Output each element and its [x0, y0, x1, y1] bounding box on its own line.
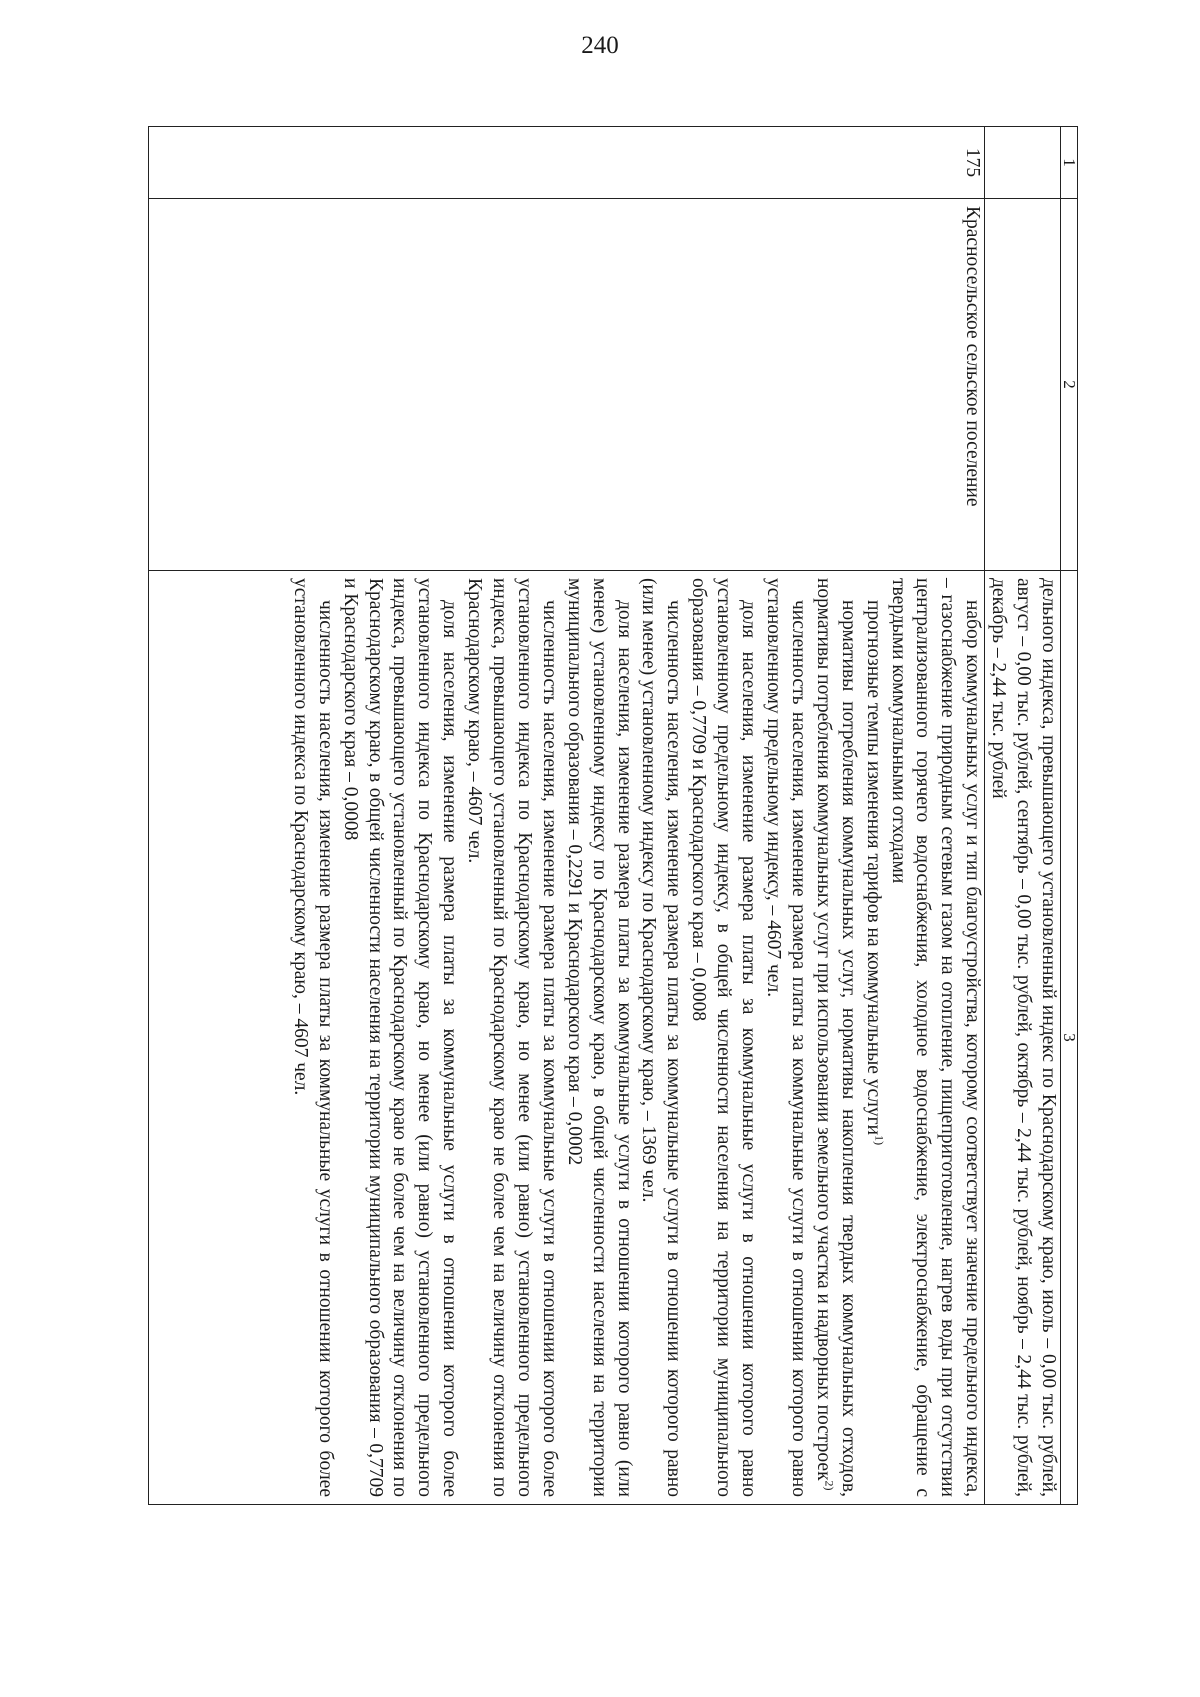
continuation-number-cell [985, 127, 1061, 199]
column-number-3: 3 [1061, 571, 1078, 1505]
paragraph-population-deviation: численность населения, изменение размера платы за коммунальные услуги в отношении которого более установленного индекса по Краснодарскому краю, но менее (или равно) установленного предельного индекса, превышающего установленный по Краснодарскому краю не более чем на величину отклонения по Краснодарскому краю, – 4607 чел. [464, 578, 560, 1497]
row-number: 175 [149, 127, 985, 199]
rotated-table-container [148, 126, 1078, 1504]
settlement-name: Красносельское сельское поселение [149, 199, 985, 571]
paragraph-population-less: численность населения, изменение размера платы за коммунальные услуги в отношении которого равно (или менее) установленному индексу по Краснодарскому краю, – 1369 чел. [638, 578, 685, 1497]
paragraph-services-set: набор коммунальных услуг и тип благоустройства, которому соответствует значение предельного индекса, – газоснабжение природным сетевым газом на отопление, пищеприготовление, нагрев воды при отсутствии централизованного горячего водоснабжения, холодное водоснабжение, электроснабжение, обращение с твердыми коммунальными отходами [887, 578, 984, 1497]
continuation-text: дельного индекса, превышающего установленный индекс по Краснодарскому краю, июль – 0,00 тыс. рублей, август – 0,00 тыс. рублей, сентябрь – 0,00 тыс. рублей, октябрь – 2,44 тыс. рублей, ноябрь – 2,44 тыс. рублей, декабрь – 2,44 тыс. рублей [988, 578, 1059, 1497]
data-table [148, 126, 1078, 1505]
page-number: 240 [581, 32, 619, 59]
continuation-row [985, 127, 1061, 1505]
table-row [149, 127, 985, 1505]
paragraph-share-less: доля населения, изменение размера платы за коммунальные услуги в отношении которого равно (или менее) установленному индексу по Краснодарскому краю, в общей численности населения на территории муниципального образования – 0,2291 и Краснодарского края – 0,0002 [563, 578, 635, 1497]
column-number-2: 2 [1061, 199, 1078, 571]
table-header-row [1061, 127, 1078, 1505]
paragraph-population-equal: численность населения, изменение размера платы за коммунальные услуги в отношении которого равно установленному предельному индексу, – 4607 чел. [763, 578, 809, 1497]
paragraph-population-more: численность населения, изменение размера платы за коммунальные услуги в отношении которого более установленного индекса по Краснодарскому краю, – 4607 чел. [289, 578, 336, 1497]
column-number-1: 1 [1061, 127, 1078, 199]
paragraph-share-deviation: доля населения, изменение размера платы за коммунальные услуги в отношении которого более установленного индекса по Краснодарскому краю, но менее (или равно) установленного предельного индекса, превышающего установленный по Краснодарскому краю не более чем на величину отклонения по Краснодарскому краю, в общей численности населения на территории муниципального образования – 0,7709 и Краснодарского края – 0,0008 [339, 578, 461, 1497]
footnote-mark: 1) [872, 1135, 887, 1146]
paragraph-share-equal: доля населения, изменение размера платы за коммунальные услуги в отношении которого равно установленному предельному индексу, в общей численности населения на территории муниципального образования – 0,7709 и Краснодарского края – 0,0008 [688, 578, 760, 1497]
paragraph-tariff-rates: прогнозные темпы изменения тарифов на коммунальные услуги$^{1)}$ [862, 600, 887, 1146]
continuation-name-cell [985, 199, 1061, 571]
paragraph-consumption-norms: нормативы потребления коммунальных услуг, нормативы накопления твердых коммунальных отходов, нормативы потребления коммунальных услуг при использовании земельного участка и надворных построек$^{2)}$ [812, 578, 859, 1497]
continuation-text-cell [985, 571, 1061, 1505]
footnote-mark: 2) [822, 1480, 837, 1491]
row-description [149, 571, 985, 1505]
